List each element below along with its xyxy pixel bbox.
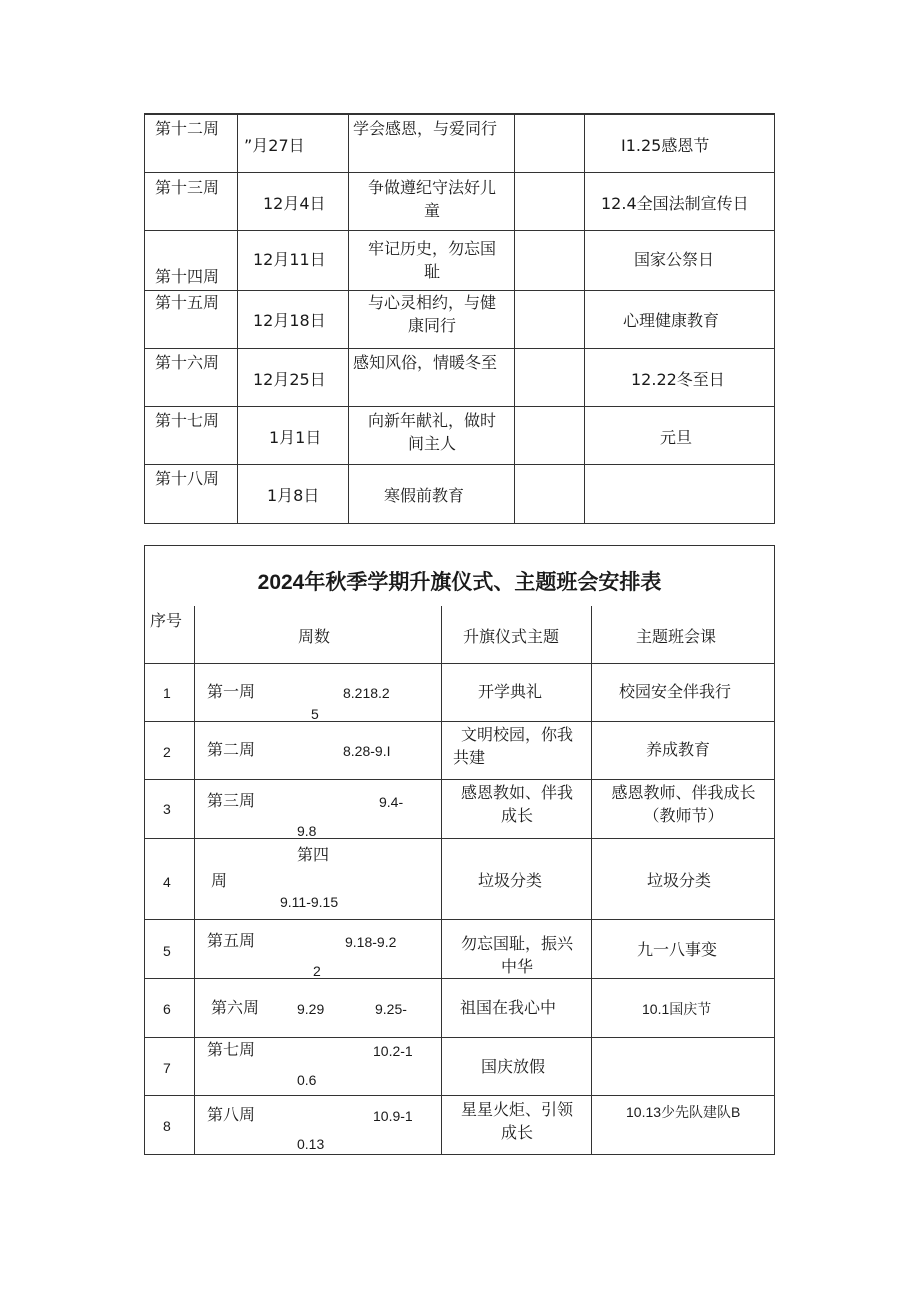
flag-theme-line: 共建 [453, 748, 486, 767]
column-divider [441, 606, 442, 1155]
class-meeting-cell: 10.1国庆节 [642, 1001, 712, 1017]
week-cell: 第五周 [207, 931, 256, 950]
event-cell: 心理健康教育 [623, 311, 720, 330]
week-cell: 第十三周 [155, 178, 220, 197]
table-title: 2024年秋季学期升旗仪式、主题班会安排表 [257, 571, 662, 594]
date-cell-cont: 9.8 [297, 823, 317, 839]
date-cell: 9.25- [375, 1001, 407, 1017]
date-cell-cont: 2 [313, 963, 321, 979]
header-flag-theme: 升旗仪式主题 [463, 627, 560, 646]
row-divider [145, 721, 774, 722]
table-row [145, 348, 774, 406]
event-cell: I1.25感恩节 [621, 136, 710, 155]
seq-cell: 7 [163, 1060, 171, 1076]
header-week: 周数 [298, 627, 331, 646]
class-meeting-line: 感恩教师、伴我成长 [611, 783, 756, 802]
date-cell-cont: 0.13 [297, 1136, 325, 1152]
week-cell-cont: 周 [211, 871, 228, 890]
flag-theme-line: 感恩教如、伴我 [460, 783, 573, 802]
date-cell: 12月4日 [263, 194, 326, 213]
row-divider [145, 663, 774, 664]
seq-cell: 3 [163, 801, 171, 817]
theme-cell [350, 176, 514, 222]
seq-cell: 1 [163, 685, 171, 701]
row-divider [145, 779, 774, 780]
flag-theme-cell [443, 1098, 591, 1144]
week-cell: 第十二周 [155, 119, 220, 138]
week-cell: 第八周 [207, 1105, 256, 1124]
class-meeting-cell: 九一八事变 [637, 940, 718, 959]
date-cell-cont: 5 [311, 706, 319, 722]
column-divider [591, 606, 592, 1155]
row-divider [145, 1095, 774, 1096]
table-row [145, 464, 774, 523]
date-cell-cont: 0.6 [297, 1072, 317, 1088]
theme-line: 耻 [423, 262, 440, 281]
week-cell: 第十六周 [155, 353, 220, 372]
date-cell: 12月25日 [253, 370, 326, 389]
week-cell: 第十四周 [155, 267, 220, 286]
week-cell: 第一周 [207, 682, 256, 701]
column-divider [194, 606, 195, 1155]
date-cell: 9.18-9.2 [345, 934, 397, 950]
table-row [145, 230, 774, 290]
theme-line: 康同行 [407, 316, 456, 335]
date-cell: 8.28-9.I [343, 743, 391, 759]
theme-cell: 学会感恩，与爱同行 [353, 119, 498, 138]
row-divider [145, 978, 774, 979]
theme-cell: 寒假前教育 [384, 486, 465, 505]
date-cell: 12月11日 [253, 250, 326, 269]
seq-cell: 5 [163, 943, 171, 959]
flag-theme-line: 成长 [500, 806, 533, 825]
flag-theme-cell [443, 781, 591, 827]
flag-theme-line: 文明校园，你我 [460, 725, 573, 744]
flag-theme-cell: 垃圾分类 [478, 871, 543, 890]
date-cell: 1月1日 [269, 428, 322, 447]
flag-theme-cell [443, 723, 591, 769]
theme-line: 向新年献礼，做时 [367, 411, 496, 430]
class-meeting-line: （教师节） [643, 806, 724, 825]
flag-theme-cell: 祖国在我心中 [460, 998, 557, 1017]
table-row [145, 406, 774, 464]
flag-theme-cell [443, 932, 591, 978]
table-row [145, 172, 774, 230]
header-seq: 序号 [150, 611, 183, 630]
row-divider [145, 919, 774, 920]
theme-line: 间主人 [407, 434, 456, 453]
date-cell: 9.11-9.15 [280, 894, 339, 910]
theme-line: 与心灵相约，与健 [367, 293, 496, 312]
date-cell: 12月18日 [253, 311, 326, 330]
flag-theme-line: 勿忘国耻，振兴 [460, 934, 573, 953]
event-cell: 12.22冬至日 [631, 370, 725, 389]
week-cell: 第三周 [207, 791, 256, 810]
table-row [145, 114, 774, 172]
class-meeting-cell: 养成教育 [646, 740, 711, 759]
date-cell: 10.2-1 [373, 1043, 413, 1059]
theme-line: 童 [423, 201, 440, 220]
date-cell: 8.218.2 [343, 685, 390, 701]
theme-cell [350, 409, 514, 455]
date-cell: 9.4- [379, 794, 404, 810]
weekly-theme-table [144, 113, 775, 524]
theme-line: 牢记历史，勿忘国 [367, 239, 496, 258]
flag-theme-line: 星星火炬、引领 [460, 1100, 573, 1119]
seq-cell: 2 [163, 744, 171, 760]
week-cell: 第十七周 [155, 411, 220, 430]
flag-theme-line: 中华 [500, 957, 533, 976]
table-row [145, 290, 774, 348]
seq-cell: 6 [163, 1001, 171, 1017]
theme-cell [350, 291, 514, 337]
schedule-table [144, 545, 775, 1155]
date-cell-end: 9.29 [297, 1001, 325, 1017]
date-cell: 1月8日 [267, 486, 320, 505]
class-meeting-cell: 校园安全伴我行 [619, 682, 732, 701]
event-cell: 元旦 [660, 428, 693, 447]
theme-cell: 感知风俗，情暖冬至 [353, 353, 498, 372]
row-divider [145, 838, 774, 839]
class-meeting-cell: 垃圾分类 [647, 871, 712, 890]
seq-cell: 4 [163, 874, 171, 890]
week-cell: 第四 [297, 845, 330, 864]
flag-theme-cell: 开学典礼 [478, 682, 543, 701]
class-meeting-cell: 10.13少先队建队B [626, 1104, 741, 1120]
seq-cell: 8 [163, 1118, 171, 1134]
event-cell: 12.4全国法制宣传日 [601, 194, 749, 213]
class-meeting-cell [593, 781, 774, 827]
week-cell: 第二周 [207, 740, 256, 759]
event-cell: 国家公祭日 [634, 250, 715, 269]
week-cell: 第七周 [207, 1040, 256, 1059]
week-cell: 第十五周 [155, 293, 220, 312]
week-cell: 第十八周 [155, 469, 220, 488]
date-cell: 10.9-1 [373, 1108, 413, 1124]
date-cell: ”月27日 [244, 136, 305, 155]
theme-line: 争做遵纪守法好儿 [367, 178, 496, 197]
flag-theme-line: 成长 [500, 1123, 533, 1142]
week-cell: 第六周 [211, 998, 260, 1017]
flag-theme-cell: 国庆放假 [481, 1057, 546, 1076]
header-class-meeting: 主题班会课 [636, 627, 717, 646]
theme-cell [350, 237, 514, 283]
